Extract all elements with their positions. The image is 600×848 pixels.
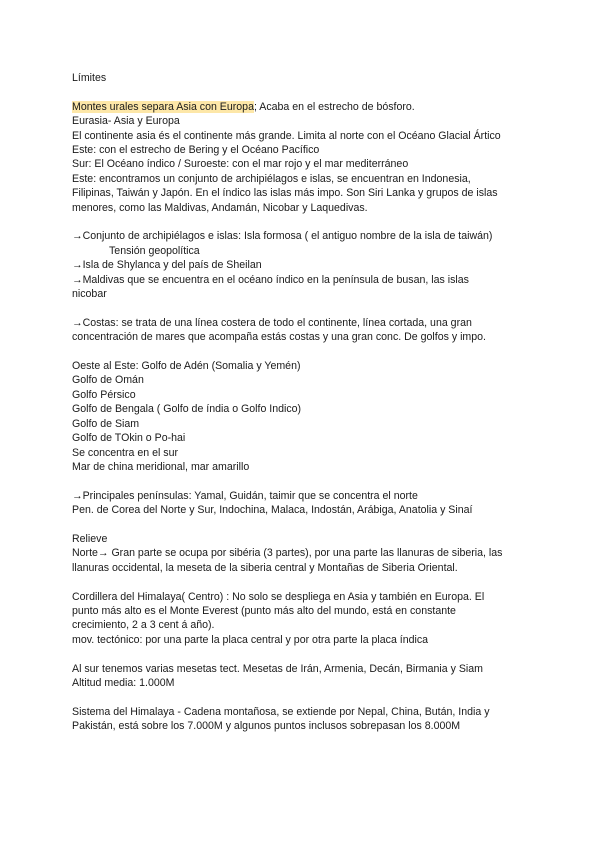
system-line: Sistema del Himalaya - Cadena montañosa, se extiende por Nepal, China, Bután, India y	[72, 705, 490, 718]
relief-heading: Relieve	[72, 532, 108, 545]
relief-line: Norte→ Gran parte se ocupa por sibéria (3 partes), por una parte las llanuras de siberia, las	[72, 547, 503, 560]
spacer	[72, 690, 532, 704]
spacer	[72, 345, 532, 359]
spacer	[72, 301, 532, 315]
islands-line-indented: Tensión geopolítica	[109, 244, 200, 257]
highlighted-text: Montes urales separa Asia con Europa	[72, 100, 254, 113]
limits-line: Este: encontramos un conjunto de archipiélagos e islas, se encuentran en Indonesia,	[72, 172, 471, 185]
plateaus-line: Altitud media: 1.000M	[72, 676, 175, 689]
spacer	[72, 474, 532, 488]
document-title: Límites	[72, 72, 107, 84]
himalaya-line: mov. tectónico: por una parte la placa central y por otra parte la placa índica	[72, 633, 429, 646]
limits-first-line	[72, 100, 532, 114]
islands-line: →Conjunto de archipiélagos e islas: Isla formosa ( el antiguo nombre de la isla de taiwán)	[72, 230, 493, 243]
limits-line: Este: con el estrecho de Bering y el Océano Pacífico	[72, 144, 320, 157]
plateaus-line: Al sur tenemos varias mesetas tect. Mesetas de Irán, Armenia, Decán, Birmania y Siam	[72, 662, 483, 675]
islands-line: →Maldivas que se encuentra en el océano índico en la península de busan, las islas	[72, 273, 469, 286]
gulf-line: Golfo Pérsico	[72, 388, 136, 401]
limits-line: menores, como las Maldivas, Andamán, Nicobar y Laquedivas.	[72, 201, 368, 214]
spacer	[72, 647, 532, 661]
system-line: Pakistán, está sobre los 7.000M y algunos puntos inclusos sobrepasan los 8.000M	[72, 720, 461, 733]
gulf-line: Se concentra en el sur	[72, 446, 178, 459]
limits-line: Sur: El Océano índico / Suroeste: con el mar rojo y el mar mediterráneo	[72, 158, 409, 171]
relief-line: llanuras occidental, la meseta de la siberia central y Montañas de Siberia Oriental.	[72, 561, 458, 574]
spacer	[72, 575, 532, 589]
limits-line: El continente asia és el continente más grande. Limita al norte con el Océano Glacial Ártico	[72, 129, 501, 142]
spacer	[72, 215, 532, 229]
spacer	[72, 85, 532, 99]
islands-line: nicobar	[72, 288, 107, 301]
gulf-line: Oeste al Este: Golfo de Adén (Somalia y Yemén)	[72, 360, 301, 373]
peninsulas-line: →Principales penínsulas: Yamal, Guidán, taimir que se concentra el norte	[72, 489, 418, 502]
himalaya-line: crecimiento, 2 a 3 cent á año).	[72, 619, 215, 632]
gulf-line: Golfo de Bengala ( Golfo de índia o Golfo Indico)	[72, 403, 302, 416]
gulf-line: Golfo de Siam	[72, 417, 140, 430]
limits-first-line-rest: ; Acaba en el estrecho de bósforo.	[253, 100, 415, 113]
document-page	[72, 71, 532, 734]
gulf-line: Golfo de TOkin o Po-hai	[72, 432, 186, 445]
himalaya-line: punto más alto es el Monte Everest (punto más alto del mundo, está en constante	[72, 604, 456, 617]
gulf-line: Golfo de Omán	[72, 374, 144, 387]
limits-line: Filipinas, Taiwán y Japón. En el índico las islas más impo. Son Siri Lanka y grupos de islas	[72, 187, 498, 200]
limits-line: Eurasia- Asia y Europa	[72, 115, 180, 128]
peninsulas-line: Pen. de Corea del Norte y Sur, Indochina, Malaca, Indostán, Arábiga, Anatolia y Sinaí	[72, 504, 473, 517]
coasts-line: →Costas: se trata de una línea costera de todo el continente, línea cortada, una gran	[72, 316, 472, 329]
coasts-line: concentración de mares que acompaña estás costas y una gran conc. De golfos y impo.	[72, 331, 486, 344]
gulf-line: Mar de china meridional, mar amarillo	[72, 460, 250, 473]
himalaya-line: Cordillera del Himalaya( Centro) : No solo se despliega en Asia y también en Europa. El	[72, 590, 485, 603]
islands-line: →Isla de Shylanca y del país de Sheilan	[72, 259, 262, 272]
spacer	[72, 518, 532, 532]
